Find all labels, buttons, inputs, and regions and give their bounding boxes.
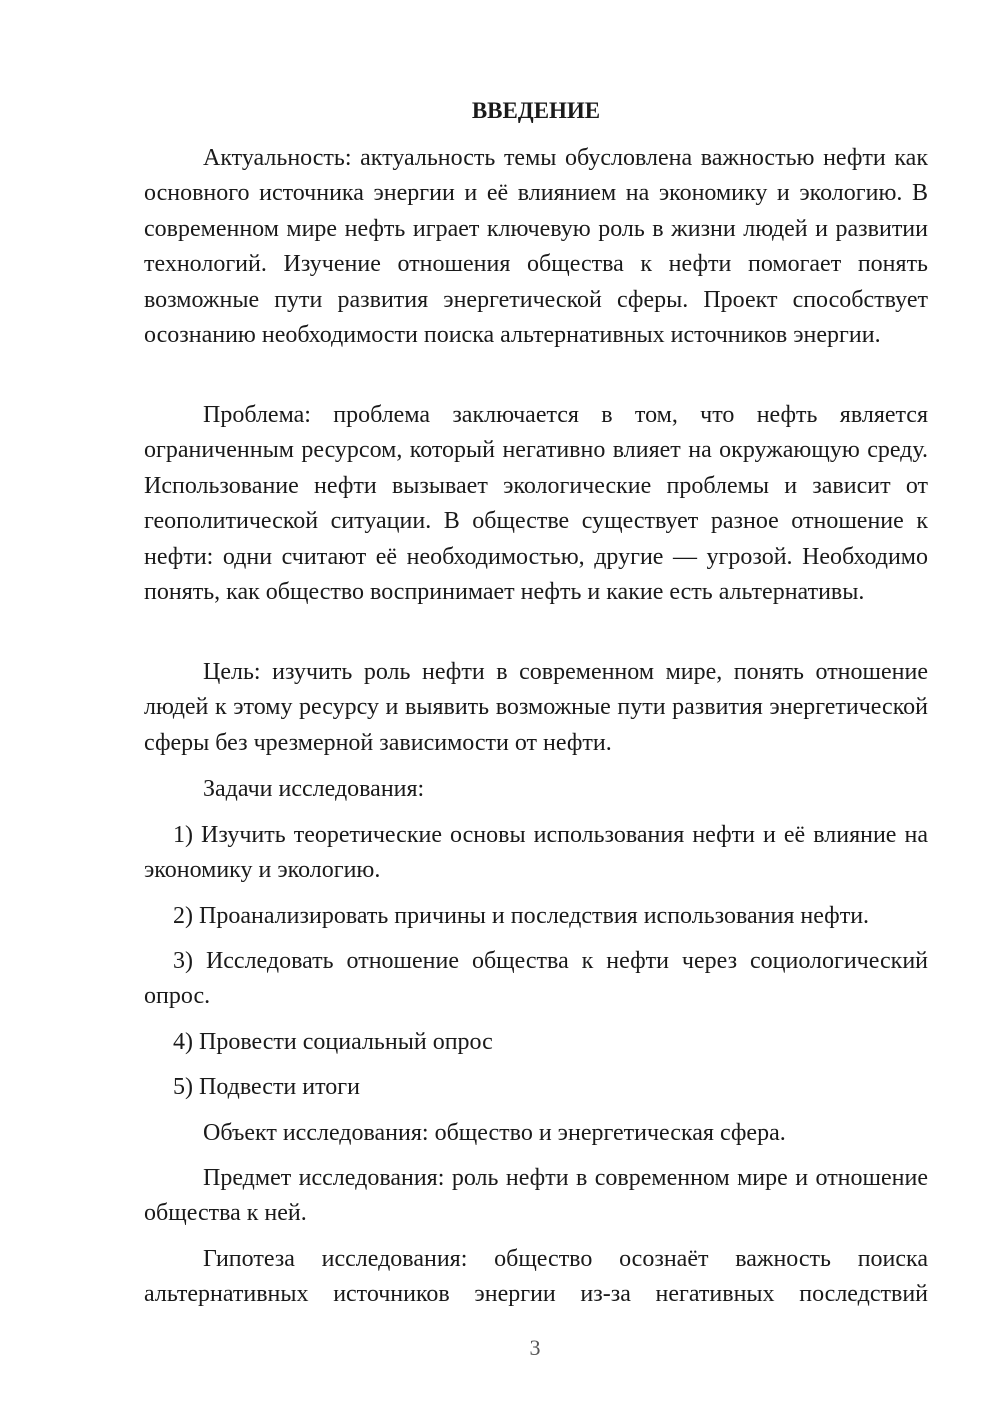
list-item: 1) Изучить теоретические основы использования нефти и её влияние на экономику и экологию. [144, 822, 928, 884]
task-item-1 [144, 818, 928, 889]
paragraph-text: Гипотеза исследования: общество осознаёт важность поиска альтернативных источников энергии из-за негативных последствий [144, 1246, 928, 1308]
list-item: 3) Исследовать отношение общества к нефти через социологический опрос. [144, 948, 928, 1010]
task-item-2 [144, 899, 928, 934]
list-item: 2) Проанализировать причины и последствия использования нефти. [173, 903, 870, 929]
task-item-3 [144, 944, 928, 1015]
paragraph-hypothesis [144, 1242, 928, 1313]
paragraph-text: Предмет исследования: роль нефти в современном мире и отношение общества к ней. [144, 1165, 928, 1227]
paragraph-text: Проблема: проблема заключается в том, что нефть является ограниченным ресурсом, который негативно влияет на окружающую среду. Использование нефти вызывает экологические проблемы и зависит от геополитической ситуации. В обществе существует разное отношение к нефти: одни считают её необходимостью, другие — угрозой. Необходимо понять, как общество воспринимает нефть и какие есть альтернативы. [144, 402, 928, 606]
list-item: 4) Провести социальный опрос [173, 1029, 493, 1055]
paragraph-tasks-heading [144, 772, 928, 807]
page-number: 3 [529, 1335, 541, 1360]
paragraph-text: Задачи исследования: [203, 776, 425, 802]
paragraph-object [144, 1116, 928, 1151]
task-item-5 [144, 1070, 928, 1105]
paragraph-goal [144, 655, 928, 761]
paragraph-subject [144, 1161, 928, 1232]
paragraph-text: Актуальность: актуальность темы обусловлена важностью нефти как основного источника энергии и её влиянием на экономику и экологию. В современном мире нефть играет ключевую роль в жизни людей и развитии технологий. Изучение отношения общества к нефти помогает понять возможные пути развития энергетической сферы. Проект способствует осознанию необходимости поиска альтернативных источников энергии. [144, 145, 928, 349]
task-item-4 [144, 1025, 928, 1060]
list-item: 5) Подвести итоги [173, 1074, 360, 1100]
paragraph-text: Объект исследования: общество и энергетическая сфера. [203, 1120, 786, 1146]
page-heading: ВВЕДЕНИЕ [471, 98, 601, 123]
paragraph-problem [144, 398, 928, 610]
paragraph-relevance [144, 141, 928, 353]
paragraph-text: Цель: изучить роль нефти в современном мире, понять отношение людей к этому ресурсу и выявить возможные пути развития энергетической сферы без чрезмерной зависимости от нефти. [144, 659, 928, 756]
